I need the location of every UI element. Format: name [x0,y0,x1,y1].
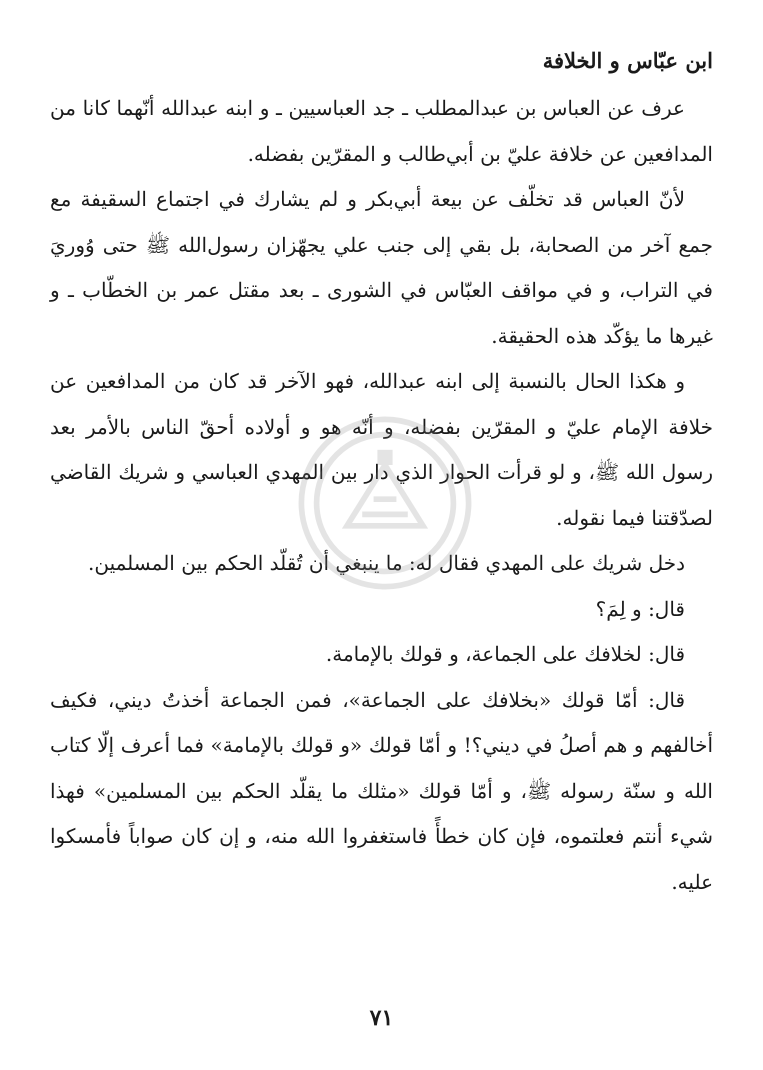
paragraph-3: و هكذا الحال بالنسبة إلى ابنه عبدالله، فهو الآخر قد كان من المدافعين عن خلافة الإمام عليّ و المقرّين بفضله، و أنّه هو و أولاده أحقّ الناس بالأمر بعد رسول الله ﷺ، و لو قرأت الحوار الذي دار بين المهدي العباسي و شريك القاضي لصدّقتنا فيما نقوله. [50,369,713,530]
paragraph-5: قال: و لِمَ؟ [595,596,685,621]
paragraph-7: قال: أمّا قولك «بخلافك على الجماعة»، فمن الجماعة أخذتُ ديني، فكيف أخالفهم و هم أصلُ في ديني؟! و أمّا قولك «و قولك بالإمامة» فما أعرف إلّا كتاب الله و سنّة رسوله ﷺ، و أمّا قولك «مثلك ما يقلّد الحكم بين المسلمين» فهذا شيء أنتم فعلتموه، فإن كان خطأً فاستغفروا الله منه، و إن كان صواباً فأمسكوا عليه. [50,687,713,894]
paragraph-4: دخل شريك على المهدي فقال له: ما ينبغي أن تُقلّد الحكم بين المسلمين. [88,551,685,575]
running-head-title: ابن عبّاس و الخلافة [542,48,713,73]
paragraph-1: عرف عن العباس بن عبدالمطلب ـ جد العباسيين ـ و ابنه عبدالله أنّهما كانا من المدافعين عن خلافة عليّ بن أبي‌طالب و المقرّين بفضله. [50,96,713,166]
body-text [50,86,713,905]
paragraph-2: لأنّ العباس قد تخلّف عن بيعة أبي‌بكر و لم يشارك في اجتماع السقيفة مع جمع آخر من الصحابة، بل بقي إلى جنب علي يجهّزان رسول‌الله ﷺ حتى وُوريَ في التراب، و في مواقف العبّاس في الشورى ـ بعد مقتل عمر بن الخطّاب ـ و غيرها ما يؤكّد هذه الحقيقة. [50,187,713,348]
paragraph-6: قال: لخلافك على الجماعة، و قولك بالإمامة. [325,642,685,666]
page-number: ٧١ [369,1005,394,1031]
